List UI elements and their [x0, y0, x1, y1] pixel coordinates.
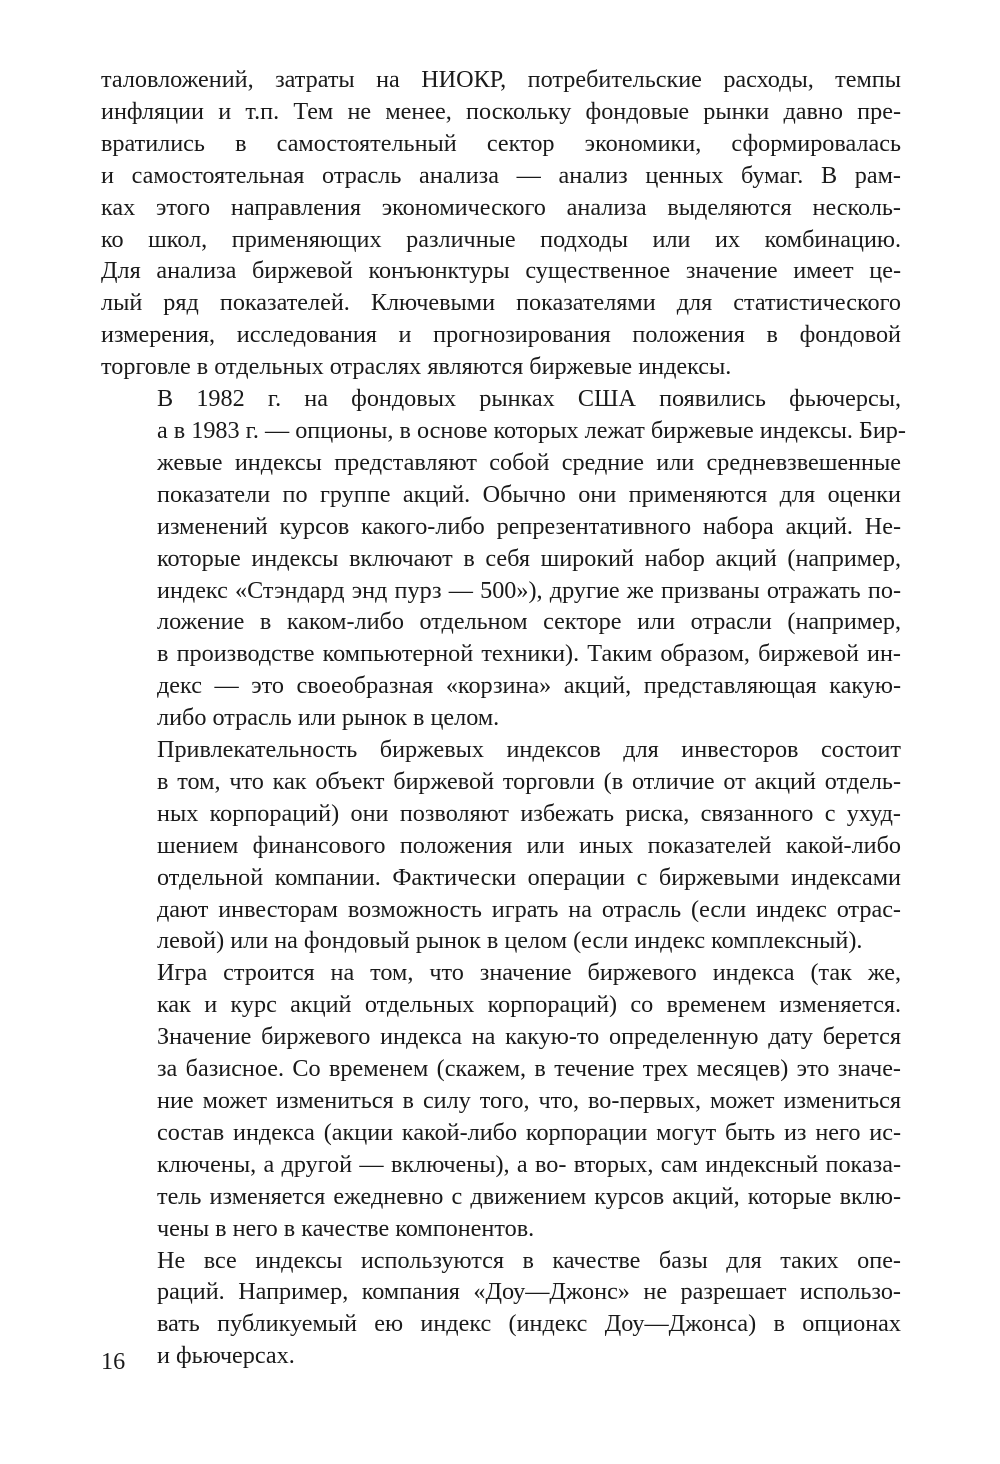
text-line: тель изменяется ежедневно с движением курсов акций, которые вклю-: [157, 1182, 901, 1210]
text-line: в том, что как объект биржевой торговли (в отличие от акций отдель-: [157, 767, 901, 795]
paragraph-4: [101, 957, 901, 1244]
text-line: Значение биржевого индекса на какую-то определенную дату берется: [157, 1023, 901, 1051]
text-line: Не все индексы используются в качестве базы для таких опе-: [157, 1246, 901, 1274]
text-line: лый ряд показателей. Ключевыми показателями для статистического: [101, 289, 901, 317]
text-line: шением финансового положения или иных показателей какой-либо: [157, 831, 901, 859]
text-line: которые индексы включают в себя широкий набор акций (например,: [157, 544, 901, 572]
text-line: как и курс акций отдельных корпораций) со временем изменяется.: [157, 991, 901, 1019]
paragraph-2: [101, 383, 906, 734]
text-line: жевые индексы представляют собой средние или средневзвешенные: [157, 448, 901, 476]
text-line: за базисное. Со временем (скажем, в течение трех месяцев) это значе-: [157, 1055, 901, 1083]
text-line: вратились в самостоятельный сектор экономики, сформировалась: [101, 129, 901, 157]
text-line: ках этого направления экономического анализа выделяются несколь-: [101, 193, 901, 221]
text-line: а в 1983 г. — опционы, в основе которых лежат биржевые индексы. Бир-: [157, 416, 906, 444]
text-line: ко школ, применяющих различные подходы или их комбинацию.: [101, 225, 901, 253]
text-line: торговле в отдельных отраслях являются биржевые индексы.: [101, 353, 732, 381]
text-line: ние может измениться в силу того, что, во-первых, может измениться: [157, 1087, 901, 1114]
text-line: индекс «Стэндард энд пурз — 500»), другие же призваны отражать по-: [157, 576, 901, 604]
text-line: ных корпораций) они позволяют избежать риска, связанного с ухуд-: [157, 799, 901, 827]
text-line: состав индекса (акции какой-либо корпорации могут быть из него ис-: [157, 1118, 901, 1146]
text-line: показатели по группе акций. Обычно они применяются для оценки: [157, 480, 901, 508]
body-text: [101, 64, 906, 1372]
text-line: инфляции и т.п. Тем не менее, поскольку фондовые рынки давно пре-: [101, 97, 901, 125]
text-line: левой) или на фондовый рынок в целом (если индекс комплексный).: [157, 927, 863, 955]
page-number: 16: [101, 1348, 126, 1375]
text-line: изменений курсов какого-либо репрезентативного набора акций. Не-: [157, 512, 901, 540]
text-line: ложение в каком-либо отдельном секторе или отрасли (например,: [157, 608, 901, 636]
paragraph-1: [101, 64, 901, 383]
text-line: вать публикуемый ею индекс (индекс Доу—Джонса) в опционах: [157, 1310, 901, 1338]
text-line: ключены, а другой — включены), а во- вторых, сам индексный показа-: [157, 1150, 901, 1178]
text-line: дают инвесторам возможность играть на отрасль (если индекс отрас-: [157, 895, 901, 923]
text-line: и фьючерсах.: [157, 1342, 295, 1370]
text-line: раций. Например, компания «Доу—Джонс» не разрешает использо-: [157, 1278, 901, 1306]
text-line: Игра строится на том, что значение биржевого индекса (так же,: [157, 959, 901, 987]
text-line: В 1982 г. на фондовых рынках США появились фьючерсы,: [157, 385, 901, 413]
text-line: либо отрасль или рынок в целом.: [157, 704, 500, 732]
text-line: таловложений, затраты на НИОКР, потребительские расходы, темпы: [101, 66, 901, 93]
text-line: Для анализа биржевой конъюнктуры существенное значение имеет це-: [101, 257, 901, 285]
paragraph-5: [101, 1245, 901, 1373]
text-line: измерения, исследования и прогнозирования положения в фондовой: [101, 321, 901, 349]
text-line: декс — это своеобразная «корзина» акций, представляющая какую-: [157, 672, 901, 700]
paragraph-3: [101, 734, 901, 957]
text-line: в производстве компьютерной техники). Таким образом, биржевой ин-: [157, 640, 901, 668]
text-line: чены в него в качестве компонентов.: [157, 1214, 535, 1242]
text-line: отдельной компании. Фактически операции с биржевыми индексами: [157, 863, 901, 891]
text-line: Привлекательность биржевых индексов для инвесторов состоит: [157, 736, 901, 764]
text-line: и самостоятельная отрасль анализа — анализ ценных бумаг. В рам-: [101, 161, 901, 189]
